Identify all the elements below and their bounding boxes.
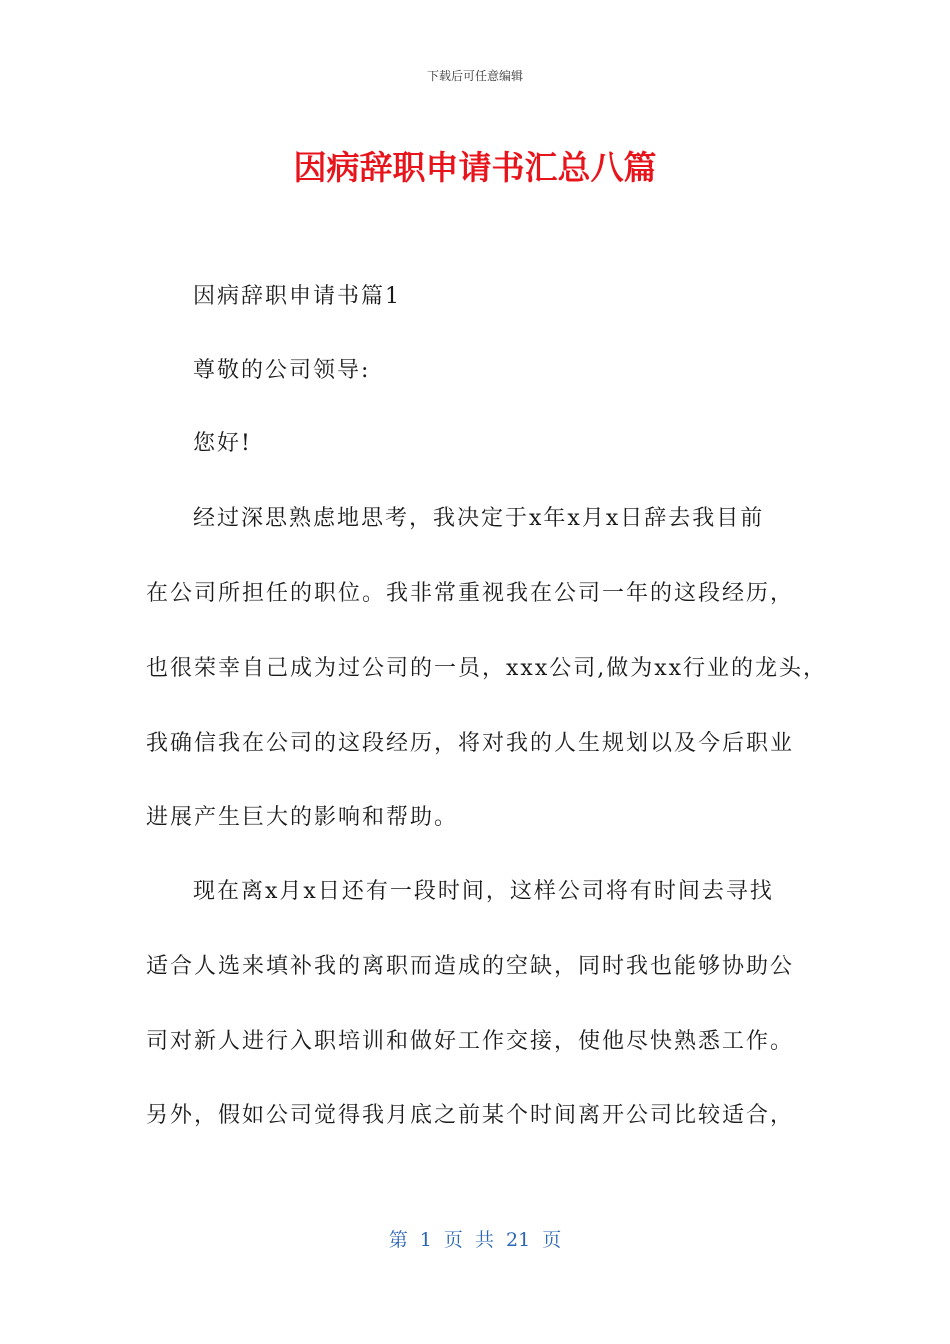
salutation: 尊敬的公司领导: xyxy=(193,358,371,383)
paragraph-line: 司对新人进行入职培训和做好工作交接，使他尽快熟悉工作。 xyxy=(146,1029,795,1054)
paragraph-line: 现在离x月x日还有一段时间，这样公司将有时间去寻找 xyxy=(193,879,774,904)
paragraph-line: 经过深思熟虑地思考，我决定于x年x月x日辞去我目前 xyxy=(193,506,765,531)
document-title: 因病辞职申请书汇总八篇 xyxy=(293,148,657,187)
paragraph-line: 进展产生巨大的影响和帮助。 xyxy=(146,805,459,830)
paragraph-line: 在公司所担任的职位。我非常重视我在公司一年的这段经历， xyxy=(146,581,795,606)
paragraph-line: 适合人选来填补我的离职而造成的空缺，同时我也能够协助公 xyxy=(146,954,795,979)
paragraph-line: 另外，假如公司觉得我月底之前某个时间离开公司比较适合， xyxy=(146,1103,795,1128)
header-note: 下载后可任意编辑 xyxy=(426,69,523,83)
section-heading: 因病辞职申请书篇1 xyxy=(193,284,401,309)
greeting: 您好! xyxy=(193,431,252,456)
paragraph-line: 也很荣幸自己成为过公司的一员，xxx公司,做为xx行业的龙头， xyxy=(146,656,828,681)
paragraph-line: 我确信我在公司的这段经历，将对我的人生规划以及今后职业 xyxy=(146,731,795,756)
page-footer: 第 1 页 共 21 页 xyxy=(388,1229,562,1251)
